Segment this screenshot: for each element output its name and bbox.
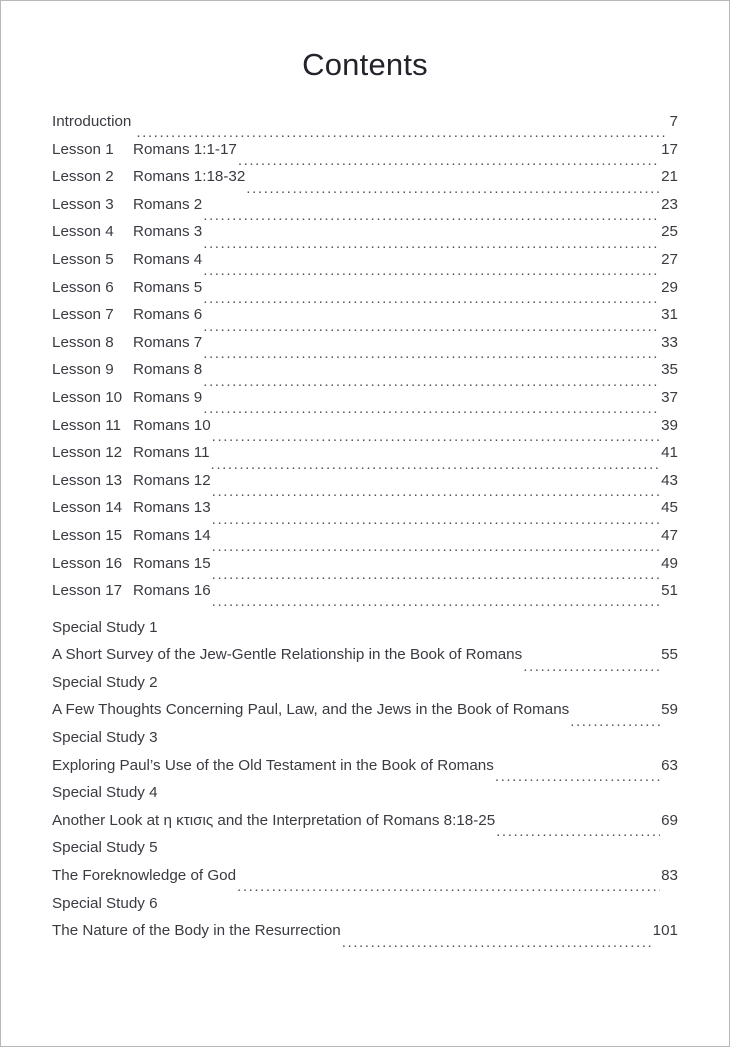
toc-entry-label: Lesson 9 (52, 361, 114, 379)
toc-entry-title: Romans 6 (133, 306, 203, 324)
dot-leader (203, 263, 660, 279)
toc-entry-lesson[interactable] (52, 169, 678, 197)
toc-entry-lesson[interactable] (52, 307, 678, 335)
toc-entry-title: Romans 13 (133, 499, 211, 517)
toc-entry-page-number: 35 (661, 361, 678, 379)
toc-entry-lesson[interactable] (52, 335, 678, 363)
toc-entry-label: Lesson 16 (52, 554, 123, 572)
toc-entry-lesson[interactable] (52, 280, 678, 308)
toc-entry-label: Lesson 8 (52, 333, 114, 351)
toc-entry-title: Romans 9 (133, 388, 203, 406)
toc-entry-special-study[interactable] (52, 813, 678, 841)
toc-entry-label: Lesson 15 (52, 526, 123, 544)
toc-entry-lesson[interactable] (52, 583, 678, 611)
toc-entry-label: Lesson 3 (52, 195, 114, 213)
toc-entry-label: Lesson 11 (52, 416, 121, 434)
toc-entry-special-study[interactable] (52, 702, 678, 730)
dot-leader (203, 401, 660, 417)
toc-entry-title: Romans 3 (133, 223, 203, 241)
special-study-heading (52, 620, 678, 648)
toc-entry-title: Romans 11 (133, 444, 210, 462)
special-study-heading (52, 840, 678, 868)
toc-entry-page-number: 41 (661, 444, 678, 462)
toc-entry-title: Romans 2 (133, 195, 203, 213)
dot-leader (203, 346, 660, 362)
toc-entry-label: Lesson 5 (52, 250, 114, 268)
toc-entry-lesson[interactable] (52, 445, 678, 473)
dot-leader (246, 181, 660, 197)
lesson-list (52, 142, 678, 611)
toc-entry-title: Romans 4 (133, 250, 203, 268)
toc-entry-page-number: 23 (661, 195, 678, 213)
dot-leader (136, 125, 668, 141)
toc-entry-label: Lesson 13 (52, 471, 123, 489)
toc-entry-page-number: 83 (661, 867, 678, 885)
dot-leader (570, 714, 660, 730)
toc-entry-title: Another Look at η κτισις and the Interpretation of Romans 8:18-25 (52, 811, 496, 829)
toc-entry-lesson[interactable] (52, 528, 678, 556)
toc-entry-title: Romans 15 (133, 554, 211, 572)
special-study-heading (52, 896, 678, 924)
special-study-group (52, 785, 678, 840)
dot-leader (212, 484, 660, 500)
special-study-heading (52, 675, 678, 703)
toc-entry-title: Exploring Paul’s Use of the Old Testament in the Book of Romans (52, 756, 494, 774)
dot-leader (212, 567, 660, 583)
toc-entry-page-number: 51 (661, 582, 678, 600)
toc-entry-title: Romans 12 (133, 471, 211, 489)
toc-entry-title: Romans 5 (133, 278, 203, 296)
toc-entry-page-number: 17 (661, 140, 678, 158)
toc-entry-lesson[interactable] (52, 556, 678, 584)
special-study-heading-label: Special Study 5 (52, 839, 158, 857)
special-study-heading-label: Special Study 4 (52, 784, 158, 802)
toc-entry-label: Lesson 17 (52, 582, 123, 600)
toc-entry-title: Romans 8 (133, 361, 203, 379)
toc-entry-lesson[interactable] (52, 390, 678, 418)
toc-entry-lesson[interactable] (52, 500, 678, 528)
toc-entry-page-number: 43 (661, 471, 678, 489)
toc-entry-title: Romans 14 (133, 526, 211, 544)
toc-entry-special-study[interactable] (52, 758, 678, 786)
toc-entry-lesson[interactable] (52, 362, 678, 390)
dot-leader (342, 935, 652, 951)
dot-leader (496, 824, 660, 840)
toc-entry-page-number: 39 (661, 416, 678, 434)
toc-entry-label: Lesson 12 (52, 444, 123, 462)
special-study-heading-label: Special Study 1 (52, 618, 158, 636)
toc-entry-page-number: 63 (661, 756, 678, 774)
toc-entry-page-number: 49 (661, 554, 678, 572)
dot-leader (523, 659, 660, 675)
toc-entry-title: Romans 16 (133, 582, 211, 600)
toc-entry-page-number: 69 (661, 811, 678, 829)
toc-entry-page-number: 101 (652, 922, 678, 940)
toc-entry-title: A Few Thoughts Concerning Paul, Law, and the Jews in the Book of Romans (52, 701, 570, 719)
toc-entry-label: Lesson 2 (52, 168, 114, 186)
toc-entry-special-study[interactable] (52, 923, 678, 951)
special-study-group (52, 620, 678, 675)
toc-entry-lesson[interactable] (52, 197, 678, 225)
dot-leader (237, 879, 660, 895)
toc-entry-lesson[interactable] (52, 142, 678, 170)
dot-leader (203, 374, 660, 390)
dot-leader (203, 319, 660, 335)
special-study-heading-label: Special Study 3 (52, 729, 158, 747)
dot-leader (203, 208, 660, 224)
dot-leader (212, 594, 660, 610)
toc-entry-title: Romans 10 (133, 416, 211, 434)
toc-entry-special-study[interactable] (52, 868, 678, 896)
special-study-group (52, 840, 678, 895)
toc-entry-page-number: 25 (661, 223, 678, 241)
toc-entry-lesson[interactable] (52, 473, 678, 501)
special-study-heading (52, 785, 678, 813)
toc-entry-page-number: 31 (661, 306, 678, 324)
toc-entry-label: Lesson 10 (52, 388, 123, 406)
toc-entry-title: The Nature of the Body in the Resurrection (52, 922, 341, 940)
toc-entry-label: Lesson 1 (52, 140, 114, 158)
toc-entry-title: Romans 7 (133, 333, 203, 351)
special-study-group (52, 675, 678, 730)
toc-entry-lesson[interactable] (52, 418, 678, 446)
toc-entry-title: Romans 1:1-17 (133, 140, 237, 158)
dot-leader (238, 153, 660, 169)
special-study-heading-label: Special Study 2 (52, 673, 158, 691)
toc-entry-special-study[interactable] (52, 647, 678, 675)
toc-entry-title: Romans 1:18-32 (133, 168, 246, 186)
special-study-heading (52, 730, 678, 758)
toc-entry-page-number: 45 (661, 499, 678, 517)
toc-entry-introduction[interactable] (52, 114, 678, 142)
dot-leader (212, 539, 660, 555)
special-study-heading-label: Special Study 6 (52, 894, 158, 912)
toc-entry-lesson[interactable] (52, 252, 678, 280)
toc-entry-lesson[interactable] (52, 224, 678, 252)
toc-entry-page-number: 59 (661, 701, 678, 719)
toc-entry-label: Lesson 4 (52, 223, 114, 241)
toc-entry-label: Lesson 14 (52, 499, 123, 517)
table-of-contents (1, 114, 729, 951)
toc-entry-page-number: 21 (661, 168, 678, 186)
special-study-group (52, 896, 678, 951)
toc-entry-title: A Short Survey of the Jew-Gentle Relationship in the Book of Romans (52, 646, 523, 664)
toc-entry-page-number: 33 (661, 333, 678, 351)
toc-entry-page-number: 47 (661, 526, 678, 544)
toc-entry-label: Lesson 6 (52, 278, 114, 296)
dot-leader (495, 769, 660, 785)
dot-leader (203, 236, 660, 252)
dot-leader (211, 457, 661, 473)
dot-leader (212, 512, 660, 528)
toc-entry-title: Introduction (52, 113, 132, 130)
special-study-group (52, 730, 678, 785)
page-title: Contents (302, 47, 428, 82)
dot-leader (203, 291, 660, 307)
special-study-list (52, 620, 678, 951)
toc-entry-title: The Foreknowledge of God (52, 867, 237, 885)
toc-entry-label: Lesson 7 (52, 306, 114, 324)
toc-entry-page-number: 7 (669, 113, 678, 130)
toc-entry-page-number: 37 (661, 388, 678, 406)
toc-entry-page-number: 29 (661, 278, 678, 296)
toc-entry-page-number: 55 (661, 646, 678, 664)
toc-entry-page-number: 27 (661, 250, 678, 268)
dot-leader (212, 429, 660, 445)
